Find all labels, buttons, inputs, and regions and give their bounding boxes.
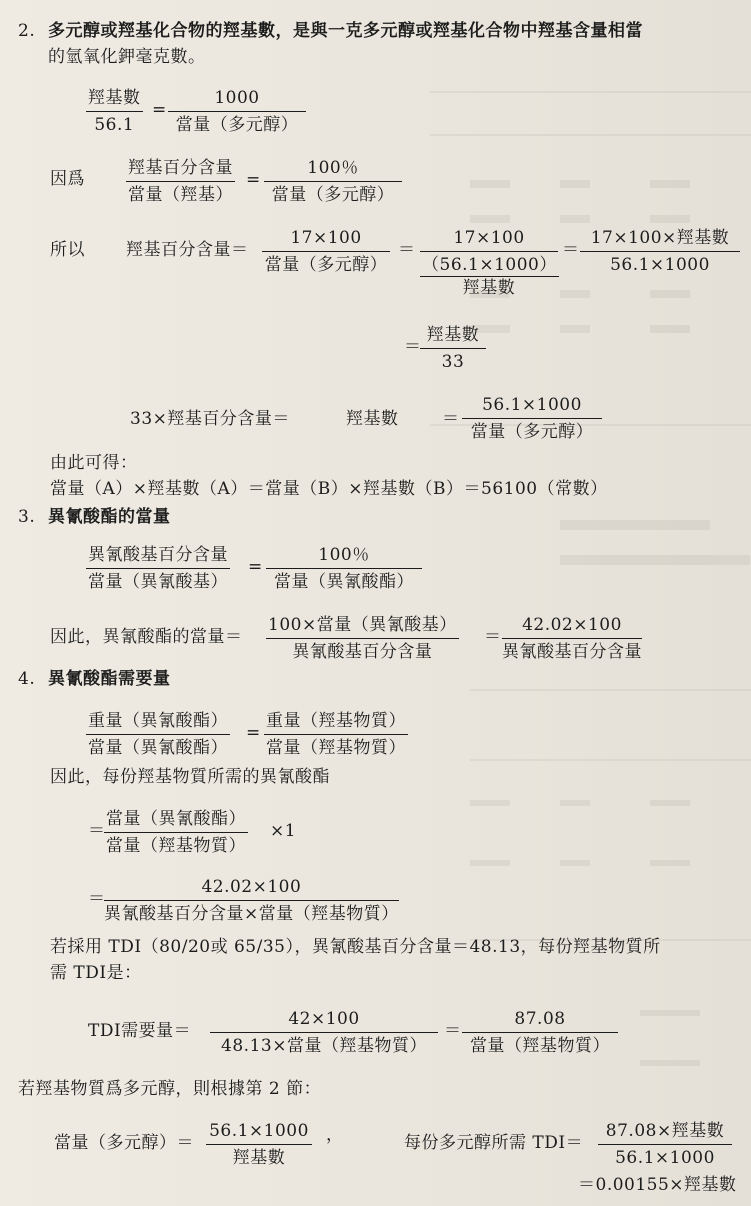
- eq1-rhs-fraction: [168, 87, 306, 136]
- eq12-lhs: 當量（多元醇）＝: [54, 1133, 194, 1153]
- eq7-fraction-2: [502, 614, 642, 663]
- eq7-f2-numerator: 42.02×100: [502, 614, 642, 639]
- eq8-rhs-numerator: 重量（羥基物質）: [264, 710, 408, 735]
- tdi-paragraph-line2: 需 TDI是：: [50, 963, 142, 983]
- eq10-equals: ＝: [88, 889, 106, 909]
- eq11-fraction-2: [462, 1008, 618, 1057]
- eq1-rhs-denominator: 當量（多元醇）: [175, 115, 299, 135]
- eq12-rhs-label: 每份多元醇所需 TDI＝: [404, 1133, 584, 1153]
- eq3-f2-denominator: 羥基數: [462, 278, 516, 298]
- eq5-fraction: [462, 394, 602, 443]
- eq3-f1-numerator: 17×100: [262, 227, 390, 252]
- eq7-f1-numerator: 100×當量（異氰酸基）: [266, 614, 459, 639]
- polyol-paragraph: 若羥基物質爲多元醇，則根據第 2 節：: [18, 1079, 322, 1099]
- eq11-equals: ＝: [444, 1021, 462, 1041]
- eq6-rhs-fraction: [266, 544, 422, 593]
- eq6-rhs-numerator: 100％: [266, 544, 422, 569]
- eq5-lhs: 33×羥基百分含量＝: [130, 409, 290, 429]
- section-4-number: 4.: [18, 669, 36, 689]
- eq9-times-one: ×1: [270, 821, 297, 841]
- eq2-lhs-denominator: 當量（羥基）: [128, 185, 233, 205]
- eq11-f2-denominator: 當量（羥基物質）: [470, 1036, 610, 1056]
- section-2-heading: 多元醇或羥基化合物的羥基數，是與一克多元醇或羥基化合物中羥基含量相當: [48, 21, 643, 41]
- eq9-fraction: [104, 808, 248, 857]
- eq3-f2-numerator: 17×100: [420, 227, 558, 252]
- eq1-lhs-fraction: [86, 87, 143, 136]
- eq12-rhs-denominator: 56.1×1000: [615, 1148, 715, 1168]
- eq4-denominator: 33: [441, 352, 465, 372]
- eq3-fraction-1: [262, 227, 390, 276]
- eq8-rhs-fraction: [264, 710, 408, 759]
- eq7-equals: ＝: [484, 627, 502, 647]
- tdi-paragraph-line1: 若採用 TDI（80/20或 65/35），異氰酸基百分含量＝48.13，每份羥基物質所: [50, 937, 661, 957]
- eq11-fraction-1: [210, 1008, 438, 1057]
- eq10-fraction: [104, 876, 399, 925]
- eq5-middle: 羥基數: [346, 409, 399, 429]
- eq12-fraction-right: [598, 1120, 732, 1169]
- eq3-equals-2: ＝: [562, 240, 580, 260]
- section-4-heading: 異氰酸酯需要量: [48, 669, 171, 689]
- eq11-f1-numerator: 42×100: [210, 1008, 438, 1033]
- therefore-line: 因此，每份羥基物質所需的異氰酸酯: [50, 767, 330, 787]
- eq12-rhs-numerator: 87.08×羥基數: [598, 1120, 732, 1145]
- eq11-lhs: TDI需要量＝: [88, 1021, 192, 1041]
- eq5-equals: ＝: [442, 409, 460, 429]
- eq1-rhs-numerator: 1000: [168, 87, 306, 112]
- eq10-numerator: 42.02×100: [104, 876, 399, 901]
- eq6-lhs-fraction: [86, 544, 230, 593]
- eq5-numerator: 56.1×1000: [462, 394, 602, 419]
- eq8-rhs-denominator: 當量（羥基物質）: [266, 738, 406, 758]
- eq1-lhs-numerator: 羥基數: [86, 87, 143, 112]
- section-3-heading: 異氰酸酯的當量: [48, 507, 171, 527]
- eq2-lhs-numerator: 羥基百分含量: [126, 157, 235, 182]
- eq2-equals: =: [246, 170, 261, 190]
- section-2-number: 2.: [18, 21, 36, 41]
- eq2-rhs-fraction: [264, 157, 402, 206]
- eq3-f1-denominator: 當量（多元醇）: [264, 255, 388, 275]
- eq7-lhs: 因此，異氰酸酯的當量＝: [50, 627, 243, 647]
- eq6-equals: =: [248, 557, 263, 577]
- eq3-label: 所以: [50, 240, 85, 260]
- eq3-f3-numerator: 17×100×羥基數: [580, 227, 740, 252]
- eq1-lhs-denominator: 56.1: [94, 115, 135, 135]
- eq10-denominator: 異氰酸基百分含量×當量（羥基物質）: [104, 904, 399, 924]
- eq3-fraction-3: [580, 227, 740, 276]
- derive-label: 由此可得：: [50, 453, 138, 473]
- section-3-number: 3.: [18, 507, 36, 527]
- eq9-denominator: 當量（羥基物質）: [106, 836, 246, 856]
- eq8-lhs-numerator: 重量（異氰酸酯）: [86, 710, 230, 735]
- eq12-fraction-left: [206, 1120, 312, 1169]
- eq7-f1-denominator: 異氰酸基百分含量: [292, 642, 433, 662]
- eq4-numerator: 羥基數: [420, 324, 486, 349]
- eq2-rhs-denominator: 當量（多元醇）: [271, 185, 395, 205]
- eq6-lhs-numerator: 異氰酸基百分含量: [86, 544, 230, 569]
- eq5-denominator: 當量（多元醇）: [470, 422, 594, 442]
- eq6-lhs-denominator: 當量（異氰酸基）: [88, 572, 228, 592]
- eq3-fraction-2: [420, 227, 558, 299]
- eq3-lhs: 羥基百分含量＝: [126, 240, 249, 260]
- derive-formula: 當量（A）×羥基數（A）＝當量（B）×羥基數（B）＝56100（常數）: [50, 479, 608, 499]
- eq3-f3-denominator: 56.1×1000: [610, 255, 710, 275]
- eq8-equals: =: [246, 723, 261, 743]
- eq12-denominator: 羥基數: [232, 1148, 286, 1168]
- eq12-comma: ，: [326, 1125, 344, 1145]
- eq8-lhs-fraction: [86, 710, 230, 759]
- eq2-label: 因爲: [50, 169, 85, 189]
- eq7-fraction-1: [266, 614, 459, 663]
- section-2-heading-cont: 的氫氧化鉀毫克數。: [48, 47, 206, 67]
- eq3-f2-inner: （56.1×1000）: [422, 255, 557, 275]
- eq11-f2-numerator: 87.08: [462, 1008, 618, 1033]
- eq1-equals: =: [152, 100, 167, 120]
- eq7-f2-denominator: 異氰酸基百分含量: [502, 642, 642, 662]
- eq2-lhs-fraction: [126, 157, 235, 206]
- eq4-fraction: [420, 324, 486, 373]
- eq9-numerator: 當量（異氰酸酯）: [104, 808, 248, 833]
- eq6-rhs-denominator: 當量（異氰酸酯）: [274, 572, 414, 592]
- eq9-equals: ＝: [88, 821, 106, 841]
- eq12-numerator: 56.1×1000: [206, 1120, 312, 1145]
- eq4-equals: ＝: [404, 337, 422, 357]
- eq3-equals-1: ＝: [398, 240, 416, 260]
- eq8-lhs-denominator: 當量（異氰酸酯）: [88, 738, 228, 758]
- eq12-result: ＝0.00155×羥基數: [578, 1175, 737, 1195]
- eq2-rhs-numerator: 100％: [264, 157, 402, 182]
- eq11-f1-denominator: 48.13×當量（羥基物質）: [221, 1036, 427, 1056]
